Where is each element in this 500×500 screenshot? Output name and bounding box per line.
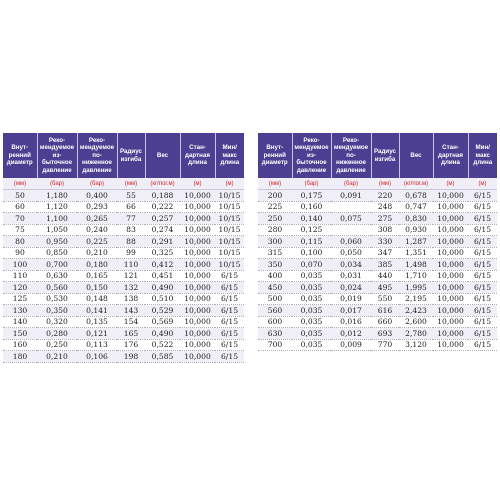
- table-cell: 50: [3, 190, 37, 202]
- table-cell: 2,600: [399, 316, 433, 328]
- table-cell: 110: [117, 259, 145, 271]
- table-cell: 150: [3, 328, 37, 340]
- table-cell: 0,250: [37, 339, 77, 351]
- table-cell: 0,510: [145, 293, 180, 305]
- table-cell: 0,585: [145, 351, 180, 363]
- column-header: Внут- ренний диаметр: [3, 133, 37, 178]
- table-cell: 0,125: [292, 224, 331, 236]
- table-cell: 125: [3, 293, 37, 305]
- unit-cell: (м): [215, 178, 244, 190]
- table-cell: 6/15: [215, 282, 244, 294]
- header-row: [3, 133, 244, 178]
- table-row: [3, 328, 244, 340]
- table-cell: 0,490: [145, 282, 180, 294]
- table-cell: 616: [371, 305, 399, 317]
- table-cell: 10,000: [180, 282, 215, 294]
- table-cell: 6/15: [215, 293, 244, 305]
- table-cell: 10,000: [180, 224, 215, 236]
- table-cell: 400: [258, 270, 292, 282]
- table-cell: 0,188: [145, 190, 180, 202]
- table-cell: 700: [258, 339, 292, 351]
- table-cell: 1,498: [399, 259, 433, 271]
- table-cell: 130: [3, 305, 37, 317]
- table-cell: 1,100: [37, 213, 77, 225]
- table-cell: 66: [117, 201, 145, 213]
- table-cell: 6/15: [468, 236, 497, 248]
- table-cell: 0,400: [77, 190, 117, 202]
- table-cell: 0,050: [331, 247, 371, 259]
- table-cell: 6/15: [215, 305, 244, 317]
- table-cell: 0,141: [77, 305, 117, 317]
- table-cell: 10,000: [433, 224, 468, 236]
- table-cell: 10,000: [433, 293, 468, 305]
- table-cell: 0,950: [37, 236, 77, 248]
- table-cell: 6/15: [468, 339, 497, 351]
- table-cell: 200: [258, 190, 292, 202]
- table-cell: 2,423: [399, 305, 433, 317]
- table-cell: 350: [258, 259, 292, 271]
- table-cell: 121: [117, 270, 145, 282]
- unit-cell: (бар): [77, 178, 117, 190]
- table-row: [3, 351, 244, 363]
- column-header: Мин/ макс длина: [468, 133, 497, 178]
- table-cell: 0,747: [399, 201, 433, 213]
- column-header: Реко- мендуемое из- быточное давление: [37, 133, 77, 178]
- table-cell: 0,451: [145, 270, 180, 282]
- table-row: [258, 247, 497, 259]
- table-row: [258, 328, 497, 340]
- table-cell: 315: [258, 247, 292, 259]
- table-cell: 0,630: [37, 270, 77, 282]
- table-cell: 3,120: [399, 339, 433, 351]
- table-cell: 0,070: [292, 259, 331, 271]
- table-cell: 6/15: [468, 316, 497, 328]
- specs-table-right: [258, 133, 497, 351]
- table-cell: 0,034: [331, 259, 371, 271]
- table-cell: 0,035: [292, 328, 331, 340]
- table-cell: 80: [3, 236, 37, 248]
- table-row: [3, 293, 244, 305]
- table-cell: 0,678: [399, 190, 433, 202]
- unit-cell: (м): [433, 178, 468, 190]
- table-cell: 330: [371, 236, 399, 248]
- table-row: [3, 282, 244, 294]
- table-cell: 10,000: [433, 201, 468, 213]
- table-cell: 1,710: [399, 270, 433, 282]
- table-cell: 0,529: [145, 305, 180, 317]
- unit-cell: (м): [468, 178, 497, 190]
- table-cell: 6/15: [468, 282, 497, 294]
- column-header: Стан- дартная длина: [433, 133, 468, 178]
- table-cell: 0,850: [37, 247, 77, 259]
- table-cell: 100: [3, 259, 37, 271]
- table-cell: 248: [371, 201, 399, 213]
- table-cell: 250: [258, 213, 292, 225]
- table-cell: 0,135: [77, 316, 117, 328]
- table-row: [258, 293, 497, 305]
- table-cell: 10/15: [215, 224, 244, 236]
- table-cell: 0,490: [145, 328, 180, 340]
- table-cell: 0,113: [77, 339, 117, 351]
- table-cell: 6/15: [468, 328, 497, 340]
- table-row: [3, 224, 244, 236]
- table-cell: 1,180: [37, 190, 77, 202]
- column-header: Внут- ренний диаметр: [258, 133, 292, 178]
- table-cell: 55: [117, 190, 145, 202]
- table-cell: 6/15: [468, 201, 497, 213]
- table-cell: 550: [371, 293, 399, 305]
- table-cell: [331, 201, 371, 213]
- table-cell: 6/15: [468, 224, 497, 236]
- table-cell: 10,000: [180, 236, 215, 248]
- table-cell: 6/15: [468, 270, 497, 282]
- table-cell: 0,035: [292, 282, 331, 294]
- table-cell: 0,035: [292, 339, 331, 351]
- table-cell: 0,569: [145, 316, 180, 328]
- table-cell: 0,017: [331, 305, 371, 317]
- table-cell: 0,291: [145, 236, 180, 248]
- table-cell: 10,000: [433, 282, 468, 294]
- table-cell: 10,000: [180, 328, 215, 340]
- table-cell: 0,035: [292, 270, 331, 282]
- column-header: Реко- мендуемое по- ниженное давление: [331, 133, 371, 178]
- table-cell: 10/15: [215, 247, 244, 259]
- unit-cell: (бар): [37, 178, 77, 190]
- table-cell: 198: [117, 351, 145, 363]
- unit-cell: (мм): [371, 178, 399, 190]
- table-row: [3, 236, 244, 248]
- table-cell: 10,000: [433, 190, 468, 202]
- table-cell: 138: [117, 293, 145, 305]
- table-cell: 308: [371, 224, 399, 236]
- table-cell: 10,000: [433, 270, 468, 282]
- table-cell: 83: [117, 224, 145, 236]
- table-cell: 0,293: [77, 201, 117, 213]
- table-cell: 0,100: [292, 247, 331, 259]
- unit-cell: (бар): [331, 178, 371, 190]
- table-cell: 0,412: [145, 259, 180, 271]
- table-cell: 10,000: [433, 236, 468, 248]
- table-cell: 10,000: [433, 339, 468, 351]
- table-cell: 10/15: [215, 201, 244, 213]
- table-cell: 160: [3, 339, 37, 351]
- table-cell: 10,000: [180, 190, 215, 202]
- table-cell: 10,000: [180, 213, 215, 225]
- table-row: [3, 213, 244, 225]
- table-cell: 0,830: [399, 213, 433, 225]
- table-cell: 1,287: [399, 236, 433, 248]
- table-cell: 660: [371, 316, 399, 328]
- table-cell: 10/15: [215, 190, 244, 202]
- table-cell: 600: [258, 316, 292, 328]
- table-cell: 176: [117, 339, 145, 351]
- table-cell: 0,150: [77, 282, 117, 294]
- table-cell: 0,930: [399, 224, 433, 236]
- table-cell: 10,000: [180, 259, 215, 271]
- table-cell: 1,351: [399, 247, 433, 259]
- column-header: Радиус изгиба: [371, 133, 399, 178]
- table-cell: 10/15: [215, 213, 244, 225]
- table-cell: 60: [3, 201, 37, 213]
- header-row: [258, 133, 497, 178]
- table-cell: 0,115: [292, 236, 331, 248]
- table-cell: 143: [117, 305, 145, 317]
- table-cell: 10/15: [215, 236, 244, 248]
- table-cell: 6/15: [215, 270, 244, 282]
- table-cell: 10,000: [433, 305, 468, 317]
- table-cell: 0,222: [145, 201, 180, 213]
- table-cell: 0,160: [292, 201, 331, 213]
- unit-cell: (м): [180, 178, 215, 190]
- table-cell: 0,350: [37, 305, 77, 317]
- table-cell: 0,106: [77, 351, 117, 363]
- table-cell: 70: [3, 213, 37, 225]
- table-cell: 6/15: [468, 247, 497, 259]
- table-row: [3, 339, 244, 351]
- table-cell: 2,195: [399, 293, 433, 305]
- table-cell: 6/15: [215, 339, 244, 351]
- table-cell: 165: [117, 328, 145, 340]
- table-cell: 0,225: [77, 236, 117, 248]
- table-row: [3, 305, 244, 317]
- table-cell: 6/15: [468, 213, 497, 225]
- table-cell: 770: [371, 339, 399, 351]
- unit-cell: (бар): [292, 178, 331, 190]
- table-cell: 2,780: [399, 328, 433, 340]
- table-cell: 0,522: [145, 339, 180, 351]
- table-cell: 140: [3, 316, 37, 328]
- table-cell: 0,265: [77, 213, 117, 225]
- table-cell: 0,035: [292, 305, 331, 317]
- table-cell: 88: [117, 236, 145, 248]
- table-cell: 1,995: [399, 282, 433, 294]
- table-cell: 1,050: [37, 224, 77, 236]
- column-header: Вес: [145, 133, 180, 178]
- table-cell: 0,210: [77, 247, 117, 259]
- table-cell: 0,274: [145, 224, 180, 236]
- table-cell: 0,325: [145, 247, 180, 259]
- table-cell: 10,000: [433, 213, 468, 225]
- table-cell: 10,000: [433, 328, 468, 340]
- unit-cell: (кг/пог.м): [145, 178, 180, 190]
- table-cell: 10,000: [180, 316, 215, 328]
- table-cell: 225: [258, 201, 292, 213]
- table-cell: 560: [258, 305, 292, 317]
- table-cell: 440: [371, 270, 399, 282]
- table-row: [258, 213, 497, 225]
- units-row: [3, 178, 244, 190]
- table-row: [258, 190, 497, 202]
- table-cell: 6/15: [215, 351, 244, 363]
- table-cell: 0,091: [331, 190, 371, 202]
- table-cell: 0,257: [145, 213, 180, 225]
- table-row: [3, 247, 244, 259]
- table-cell: 10,000: [180, 247, 215, 259]
- table-cell: 0,700: [37, 259, 77, 271]
- table-cell: 6/15: [468, 259, 497, 271]
- table-cell: 6/15: [468, 293, 497, 305]
- table-cell: 10,000: [433, 316, 468, 328]
- specs-table-left: [3, 133, 244, 363]
- table-row: [258, 305, 497, 317]
- column-header: Мин/ макс длина: [215, 133, 244, 178]
- table-cell: 693: [371, 328, 399, 340]
- table-cell: 75: [3, 224, 37, 236]
- table-cell: 500: [258, 293, 292, 305]
- column-header: Вес: [399, 133, 433, 178]
- table-cell: 0,210: [37, 351, 77, 363]
- table-cell: 0,140: [292, 213, 331, 225]
- column-header: Радиус изгиба: [117, 133, 145, 178]
- table-cell: 132: [117, 282, 145, 294]
- table-cell: 0,075: [331, 213, 371, 225]
- table-cell: 0,019: [331, 293, 371, 305]
- units-row: [258, 178, 497, 190]
- table-row: [3, 270, 244, 282]
- table-cell: 0,240: [77, 224, 117, 236]
- table-cell: 6/15: [468, 190, 497, 202]
- table-cell: 10,000: [180, 270, 215, 282]
- table-cell: 110: [3, 270, 37, 282]
- table-cell: [331, 224, 371, 236]
- table-cell: 0,035: [292, 293, 331, 305]
- table-cell: 0,560: [37, 282, 77, 294]
- table-cell: 10/15: [215, 259, 244, 271]
- table-cell: 0,530: [37, 293, 77, 305]
- table-cell: 77: [117, 213, 145, 225]
- table-cell: 90: [3, 247, 37, 259]
- table-cell: 6/15: [468, 305, 497, 317]
- table-cell: 495: [371, 282, 399, 294]
- table-cell: 180: [3, 351, 37, 363]
- table-cell: 300: [258, 236, 292, 248]
- table-cell: 0,016: [331, 316, 371, 328]
- table-cell: 630: [258, 328, 292, 340]
- table-cell: 6/15: [215, 328, 244, 340]
- table-cell: 0,024: [331, 282, 371, 294]
- table-row: [3, 201, 244, 213]
- table-cell: 10,000: [180, 351, 215, 363]
- table-cell: 0,320: [37, 316, 77, 328]
- table-cell: 99: [117, 247, 145, 259]
- table-cell: 10,000: [180, 339, 215, 351]
- table-cell: 120: [3, 282, 37, 294]
- table-cell: 0,009: [331, 339, 371, 351]
- table-row: [258, 236, 497, 248]
- table-row: [3, 190, 244, 202]
- table-cell: 275: [371, 213, 399, 225]
- table-row: [258, 316, 497, 328]
- table-row: [258, 201, 497, 213]
- table-row: [258, 270, 497, 282]
- table-cell: 6/15: [215, 316, 244, 328]
- table-cell: 154: [117, 316, 145, 328]
- table-cell: 450: [258, 282, 292, 294]
- table-cell: 0,031: [331, 270, 371, 282]
- unit-cell: (мм): [258, 178, 292, 190]
- table-cell: 1,120: [37, 201, 77, 213]
- table-cell: 10,000: [433, 247, 468, 259]
- column-header: Стан- дартная длина: [180, 133, 215, 178]
- table-cell: 0,280: [37, 328, 77, 340]
- table-row: [258, 224, 497, 236]
- column-header: Реко- мендуемое по- ниженное давление: [77, 133, 117, 178]
- unit-cell: (кг/пог.м): [399, 178, 433, 190]
- table-row: [258, 259, 497, 271]
- table-cell: 10,000: [180, 305, 215, 317]
- table-cell: 0,060: [331, 236, 371, 248]
- table-cell: 10,000: [180, 293, 215, 305]
- table-row: [3, 259, 244, 271]
- table-cell: 0,175: [292, 190, 331, 202]
- table-cell: 0,180: [77, 259, 117, 271]
- column-header: Реко- мендуемое из- быточное давление: [292, 133, 331, 178]
- table-row: [258, 339, 497, 351]
- unit-cell: (мм): [117, 178, 145, 190]
- table-cell: 220: [371, 190, 399, 202]
- table-cell: 0,165: [77, 270, 117, 282]
- table-cell: 0,012: [331, 328, 371, 340]
- table-cell: 0,121: [77, 328, 117, 340]
- table-cell: 347: [371, 247, 399, 259]
- table-cell: 10,000: [433, 259, 468, 271]
- unit-cell: (мм): [3, 178, 37, 190]
- table-cell: 0,148: [77, 293, 117, 305]
- table-row: [258, 282, 497, 294]
- table-row: [3, 316, 244, 328]
- table-cell: 385: [371, 259, 399, 271]
- table-cell: 0,035: [292, 316, 331, 328]
- table-cell: 280: [258, 224, 292, 236]
- table-cell: 10,000: [180, 201, 215, 213]
